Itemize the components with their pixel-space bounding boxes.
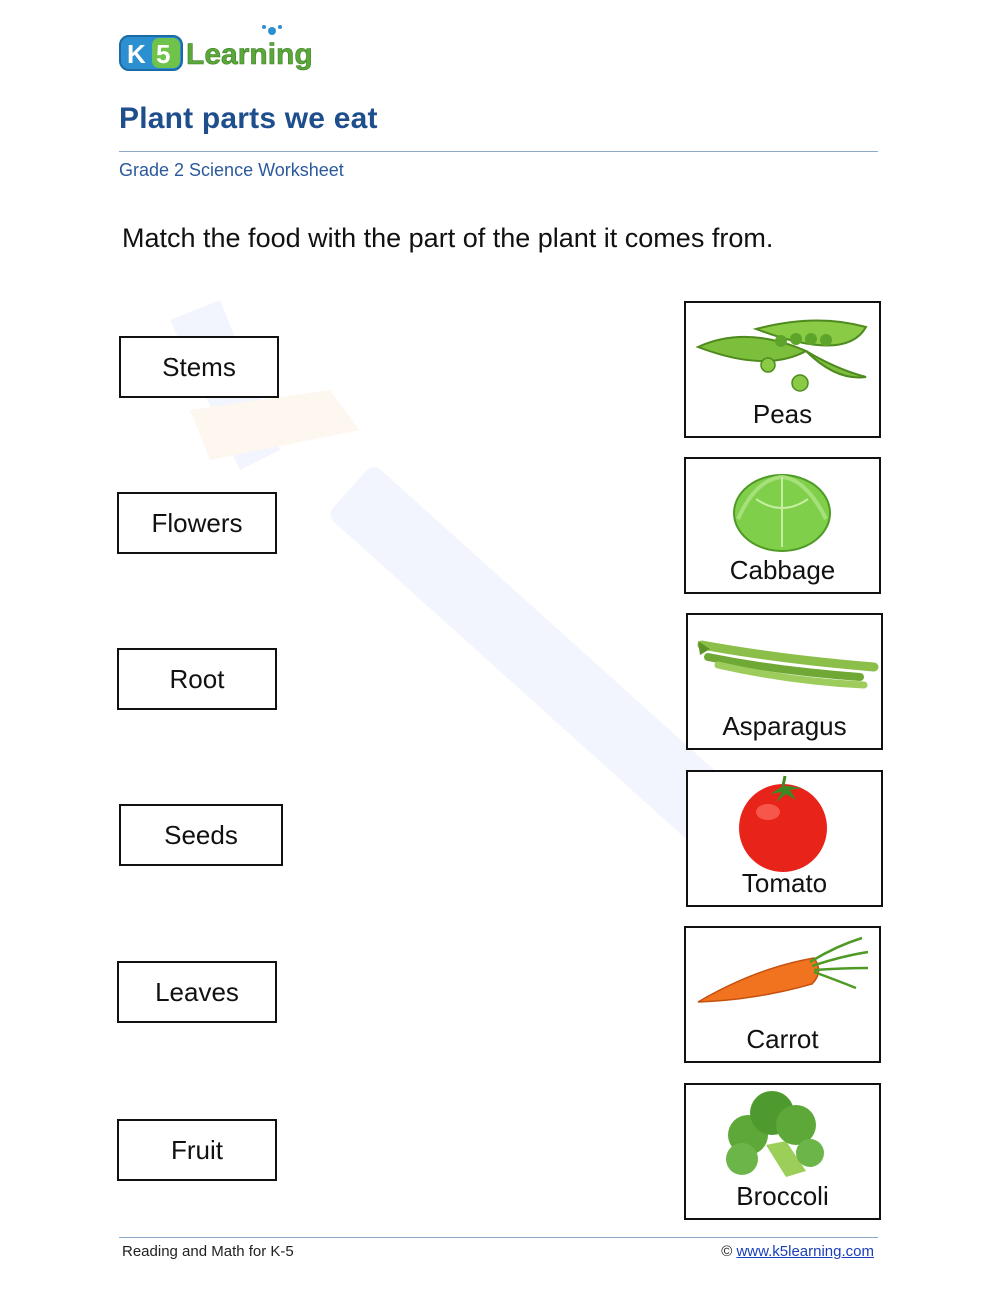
page-subtitle: Grade 2 Science Worksheet (119, 160, 344, 180)
food-card-broccoli[interactable] (684, 1083, 881, 1220)
peas-icon (686, 303, 883, 403)
svg-text:Learning: Learning (186, 38, 313, 71)
food-card-carrot[interactable] (684, 926, 881, 1063)
food-card-tomato[interactable] (686, 770, 883, 907)
food-card-peas[interactable] (684, 301, 881, 438)
header-divider (119, 151, 878, 152)
food-label: Peas (752, 399, 813, 429)
food-card-asparagus[interactable] (686, 613, 883, 750)
page-title: Plant parts we eat (119, 102, 378, 135)
cabbage-icon (686, 459, 883, 559)
food-label: Tomato (741, 868, 828, 898)
food-label: Broccoli (736, 1181, 829, 1211)
carrot-icon (686, 928, 883, 1028)
footer-copyright (721, 1243, 874, 1260)
copyright-symbol: © (721, 1243, 733, 1260)
instructions-text: Match the food with the part of the plant it comes from. (122, 223, 774, 253)
plant-part-box[interactable]: Flowers (117, 492, 277, 554)
footer-tagline: Reading and Math for K-5 (122, 1243, 294, 1260)
food-card-cabbage[interactable] (684, 457, 881, 594)
tomato-icon (688, 772, 885, 872)
website-link[interactable]: www.k5learning.com (736, 1243, 874, 1260)
svg-text:K: K (127, 39, 146, 69)
svg-text:5: 5 (156, 39, 171, 69)
plant-part-box[interactable]: Root (117, 648, 277, 710)
plant-part-box[interactable]: Seeds (119, 804, 283, 866)
plant-part-box[interactable]: Leaves (117, 961, 277, 1023)
plant-part-box[interactable]: Fruit (117, 1119, 277, 1181)
k5-learning-logo (118, 22, 333, 78)
broccoli-icon (686, 1085, 883, 1185)
footer-divider (119, 1237, 878, 1238)
food-label: Cabbage (729, 555, 836, 585)
plant-part-box[interactable]: Stems (119, 336, 279, 398)
asparagus-icon (688, 615, 885, 715)
food-label: Asparagus (722, 711, 847, 741)
food-label: Carrot (746, 1024, 819, 1054)
